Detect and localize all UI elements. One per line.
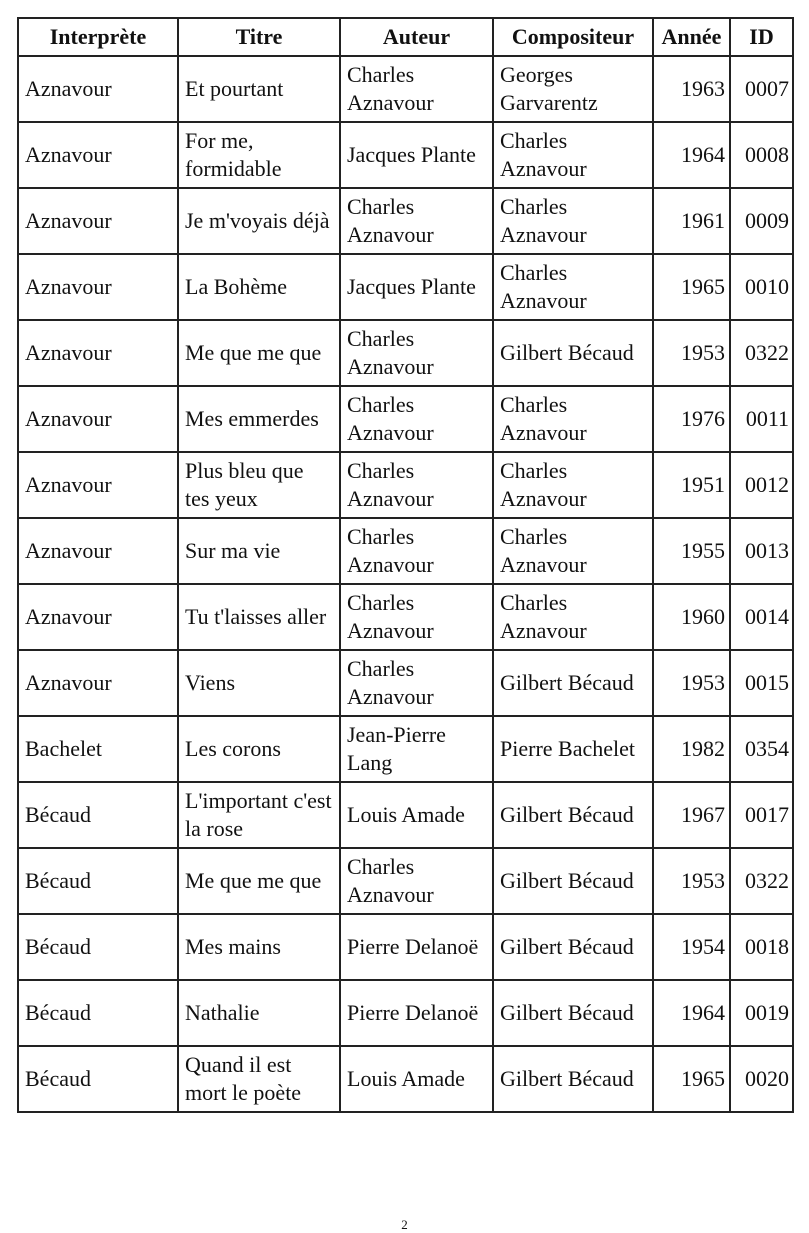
cell-interprete: Aznavour <box>18 452 178 518</box>
cell-titre: Plus bleu que tes yeux <box>178 452 340 518</box>
cell-compositeur: Gilbert Bécaud <box>493 914 653 980</box>
cell-auteur: Pierre Delanoë <box>340 914 493 980</box>
table-row <box>18 914 793 980</box>
cell-annee: 1976 <box>653 386 730 452</box>
header-titre: Titre <box>178 18 340 56</box>
cell-id: 0012 <box>730 452 793 518</box>
cell-titre: Me que me que <box>178 848 340 914</box>
table-row <box>18 650 793 716</box>
cell-interprete: Bécaud <box>18 848 178 914</box>
cell-annee: 1967 <box>653 782 730 848</box>
cell-interprete: Aznavour <box>18 320 178 386</box>
cell-titre: Sur ma vie <box>178 518 340 584</box>
cell-interprete: Bachelet <box>18 716 178 782</box>
header-compositeur: Compositeur <box>493 18 653 56</box>
cell-auteur: Jacques Plante <box>340 254 493 320</box>
cell-compositeur: Charles Aznavour <box>493 254 653 320</box>
cell-titre: Me que me que <box>178 320 340 386</box>
cell-compositeur: Gilbert Bécaud <box>493 320 653 386</box>
cell-annee: 1955 <box>653 518 730 584</box>
cell-interprete: Bécaud <box>18 1046 178 1112</box>
cell-titre: L'important c'est la rose <box>178 782 340 848</box>
cell-annee: 1953 <box>653 848 730 914</box>
table-row <box>18 782 793 848</box>
cell-auteur: Louis Amade <box>340 782 493 848</box>
cell-auteur: Charles Aznavour <box>340 56 493 122</box>
cell-annee: 1965 <box>653 1046 730 1112</box>
header-row <box>18 18 793 56</box>
table-row <box>18 584 793 650</box>
cell-auteur: Louis Amade <box>340 1046 493 1112</box>
cell-annee: 1964 <box>653 980 730 1046</box>
header-interprete: Interprète <box>18 18 178 56</box>
cell-interprete: Aznavour <box>18 386 178 452</box>
table-row <box>18 1046 793 1112</box>
cell-id: 0322 <box>730 320 793 386</box>
table-row <box>18 56 793 122</box>
cell-compositeur: Charles Aznavour <box>493 122 653 188</box>
cell-titre: Les corons <box>178 716 340 782</box>
cell-annee: 1963 <box>653 56 730 122</box>
cell-compositeur: Charles Aznavour <box>493 188 653 254</box>
table-row <box>18 716 793 782</box>
cell-auteur: Jacques Plante <box>340 122 493 188</box>
cell-compositeur: Georges Garvarentz <box>493 56 653 122</box>
cell-annee: 1961 <box>653 188 730 254</box>
cell-titre: For me, formidable <box>178 122 340 188</box>
cell-id: 0008 <box>730 122 793 188</box>
cell-id: 0354 <box>730 716 793 782</box>
cell-annee: 1953 <box>653 650 730 716</box>
cell-interprete: Aznavour <box>18 584 178 650</box>
cell-id: 0013 <box>730 518 793 584</box>
cell-id: 0020 <box>730 1046 793 1112</box>
cell-auteur: Charles Aznavour <box>340 452 493 518</box>
header-id: ID <box>730 18 793 56</box>
cell-auteur: Charles Aznavour <box>340 650 493 716</box>
cell-auteur: Charles Aznavour <box>340 320 493 386</box>
songs-table <box>17 17 794 1113</box>
cell-id: 0010 <box>730 254 793 320</box>
cell-compositeur: Gilbert Bécaud <box>493 848 653 914</box>
table-row <box>18 452 793 518</box>
cell-compositeur: Pierre Bachelet <box>493 716 653 782</box>
cell-auteur: Charles Aznavour <box>340 848 493 914</box>
table-row <box>18 122 793 188</box>
cell-annee: 1954 <box>653 914 730 980</box>
cell-interprete: Aznavour <box>18 518 178 584</box>
cell-id: 0019 <box>730 980 793 1046</box>
cell-compositeur: Gilbert Bécaud <box>493 650 653 716</box>
cell-titre: Et pourtant <box>178 56 340 122</box>
cell-compositeur: Charles Aznavour <box>493 518 653 584</box>
cell-annee: 1964 <box>653 122 730 188</box>
cell-id: 0015 <box>730 650 793 716</box>
cell-auteur: Charles Aznavour <box>340 584 493 650</box>
cell-interprete: Aznavour <box>18 254 178 320</box>
cell-compositeur: Gilbert Bécaud <box>493 980 653 1046</box>
header-annee: Année <box>653 18 730 56</box>
cell-titre: Nathalie <box>178 980 340 1046</box>
cell-auteur: Jean-Pierre Lang <box>340 716 493 782</box>
cell-titre: Mes mains <box>178 914 340 980</box>
cell-titre: Mes emmerdes <box>178 386 340 452</box>
table-row <box>18 848 793 914</box>
cell-compositeur: Charles Aznavour <box>493 386 653 452</box>
cell-titre: Quand il est mort le poète <box>178 1046 340 1112</box>
cell-id: 0009 <box>730 188 793 254</box>
cell-id: 0007 <box>730 56 793 122</box>
table-row <box>18 254 793 320</box>
header-auteur: Auteur <box>340 18 493 56</box>
cell-annee: 1953 <box>653 320 730 386</box>
table-row <box>18 386 793 452</box>
cell-interprete: Aznavour <box>18 650 178 716</box>
cell-auteur: Charles Aznavour <box>340 518 493 584</box>
cell-interprete: Bécaud <box>18 980 178 1046</box>
cell-titre: Tu t'laisses aller <box>178 584 340 650</box>
cell-id: 0322 <box>730 848 793 914</box>
table-row <box>18 980 793 1046</box>
cell-id: 0014 <box>730 584 793 650</box>
cell-interprete: Aznavour <box>18 56 178 122</box>
table-row <box>18 320 793 386</box>
cell-compositeur: Charles Aznavour <box>493 452 653 518</box>
cell-interprete: Bécaud <box>18 782 178 848</box>
table-row <box>18 188 793 254</box>
cell-compositeur: Charles Aznavour <box>493 584 653 650</box>
cell-interprete: Aznavour <box>18 188 178 254</box>
cell-annee: 1951 <box>653 452 730 518</box>
cell-interprete: Aznavour <box>18 122 178 188</box>
cell-titre: La Bohème <box>178 254 340 320</box>
cell-id: 0018 <box>730 914 793 980</box>
cell-id: 0017 <box>730 782 793 848</box>
cell-compositeur: Gilbert Bécaud <box>493 782 653 848</box>
cell-annee: 1965 <box>653 254 730 320</box>
cell-annee: 1960 <box>653 584 730 650</box>
cell-titre: Viens <box>178 650 340 716</box>
cell-annee: 1982 <box>653 716 730 782</box>
cell-compositeur: Gilbert Bécaud <box>493 1046 653 1112</box>
table-body <box>18 56 793 1112</box>
cell-auteur: Pierre Delanoë <box>340 980 493 1046</box>
page-number: 2 <box>401 1217 408 1232</box>
cell-auteur: Charles Aznavour <box>340 188 493 254</box>
table-header <box>18 18 793 56</box>
cell-id: 0011 <box>730 386 793 452</box>
table-row <box>18 518 793 584</box>
cell-interprete: Bécaud <box>18 914 178 980</box>
cell-titre: Je m'voyais déjà <box>178 188 340 254</box>
cell-auteur: Charles Aznavour <box>340 386 493 452</box>
